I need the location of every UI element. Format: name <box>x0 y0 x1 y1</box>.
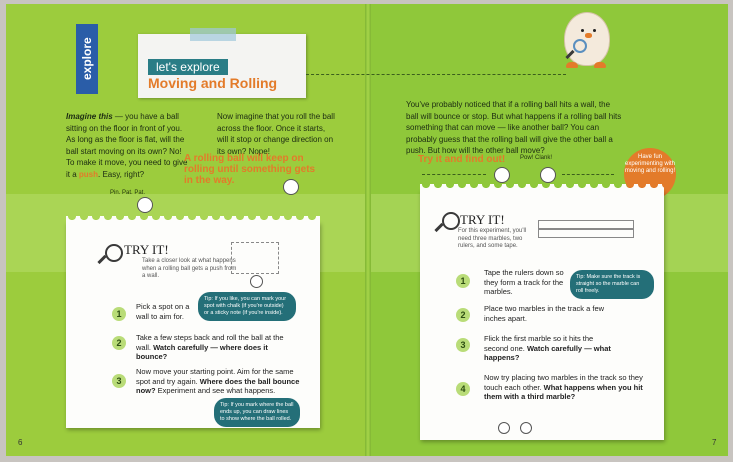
ruler-track-sketch <box>538 228 634 230</box>
dashed-path <box>306 74 566 75</box>
step-text: Place two marbles in the track a few inches apart. <box>484 304 605 323</box>
marble-illustration <box>540 167 556 183</box>
dashed-path <box>422 174 486 175</box>
right-intro: You've probably noticed that if a rolling ball hits a wall, the ball will bounce or stop. But what happens if a rolling ball hits something that can move — like another ball? You can probably guess that the rolling ball will give the other ball a push. But how will the other ball move? <box>406 100 622 155</box>
tip-bubble: Tip: Make sure the track is straight so the marble can roll freely. <box>570 270 654 299</box>
step-text-part: Now try placing two marbles in the track so they touch each other. <box>484 373 643 392</box>
ball-illustration <box>250 275 263 288</box>
step-text-part: Now move your starting point. Aim for the same spot and try again. <box>136 367 294 386</box>
step-number: 1 <box>112 307 126 321</box>
step-number: 3 <box>112 374 126 388</box>
section-subtitle: let's explore <box>148 59 228 75</box>
mascot-foot <box>566 62 578 68</box>
step-text <box>136 333 296 362</box>
try-it-card-left <box>66 222 320 428</box>
intro-column-1 <box>66 111 192 180</box>
step-text: Pick a spot on a wall to aim for. <box>136 302 190 321</box>
intro-body: — you have a ball sitting on the floor in front of you. As long as the floor is flat, will the ball start moving on its own? No! To make it move, you need to give it a <box>66 112 188 179</box>
step-text-tail: Experiment and see what happens. <box>155 386 276 395</box>
mascot-foot <box>594 62 606 68</box>
step-number: 1 <box>456 274 470 288</box>
try-cta: Try it and find out! <box>418 154 506 165</box>
tip-bubble: Tip: If you mark where the ball ends up, you can draw lines to show where the ball rolled. <box>214 398 300 427</box>
mascot-beak <box>585 33 592 38</box>
push-word: push <box>78 169 99 179</box>
wall-sketch <box>231 242 279 274</box>
open-book <box>6 4 728 456</box>
step-number: 4 <box>456 382 470 396</box>
try-it-intro: For this experiment, you'll need three marbles, two rulers, and some tape. <box>458 228 527 249</box>
step-number: 2 <box>112 336 126 350</box>
page-number-right: 7 <box>712 438 717 447</box>
intro-column-2: Now imagine that you roll the ball across the floor. Once it starts, will it stop or change direction on its own? Nope! <box>217 112 335 156</box>
try-it-card-right <box>420 190 664 440</box>
step-text-part: Flick the first marble so it hits the second one. <box>484 334 594 353</box>
mascot-eye <box>581 29 584 32</box>
ball-illustration <box>283 179 299 195</box>
intro-lead: Imagine this <box>66 112 113 121</box>
tip-bubble: Tip: If you like, you can mark your spot with chalk (if you're outside) or a sticky note (if you're inside). <box>198 292 296 321</box>
try-it-heading: TRY IT! <box>124 242 169 257</box>
ball-sound-label-left: Pin. Pat. Pat. <box>110 190 146 196</box>
try-it-intro: Take a closer look at what happens when a rolling ball gets a push from a wall. <box>142 258 237 279</box>
side-tab-explore: explore <box>76 24 98 94</box>
step-text: Tape the rulers down so they form a track for the marbles. <box>484 268 564 296</box>
marble-illustration <box>494 167 510 183</box>
ball-sound-label-right: Pow! Clank! <box>520 155 553 161</box>
step-question: Watch carefully — where does it bounce? <box>136 342 268 361</box>
mascot-eye <box>593 29 596 32</box>
intro-tail: . Easy, right? <box>98 169 145 179</box>
step-question: Watch carefully — what happens? <box>484 343 611 362</box>
marble-illustration <box>498 422 510 434</box>
step-question: What happens when you hit them with a third marble? <box>484 382 643 401</box>
egg-mascot-illustration <box>564 12 610 66</box>
try-it-heading: TRY IT! <box>460 212 505 227</box>
marble-illustration <box>520 422 532 434</box>
magnifier-icon <box>573 39 587 53</box>
book-spine <box>365 4 371 456</box>
step-number: 2 <box>456 308 470 322</box>
step-text <box>484 373 644 402</box>
magnifier-icon <box>105 244 123 262</box>
step-text <box>136 367 304 396</box>
title-card <box>138 34 306 98</box>
step-text <box>484 334 612 363</box>
tape-strip <box>190 28 236 41</box>
fun-orb: Have fun experimenting with moving and rolling! <box>624 148 676 200</box>
page-number-left: 6 <box>18 438 23 447</box>
rolling-callout: A rolling ball will keep on rolling until something gets in the way. <box>184 153 316 186</box>
step-text-part: Take a few steps back and roll the ball at the wall. <box>136 333 284 352</box>
page-title: Moving and Rolling <box>148 75 278 91</box>
ball-illustration <box>137 197 153 213</box>
step-number: 3 <box>456 338 470 352</box>
step-question: Where does the ball bounce now? <box>136 376 300 395</box>
dashed-path <box>562 174 614 175</box>
